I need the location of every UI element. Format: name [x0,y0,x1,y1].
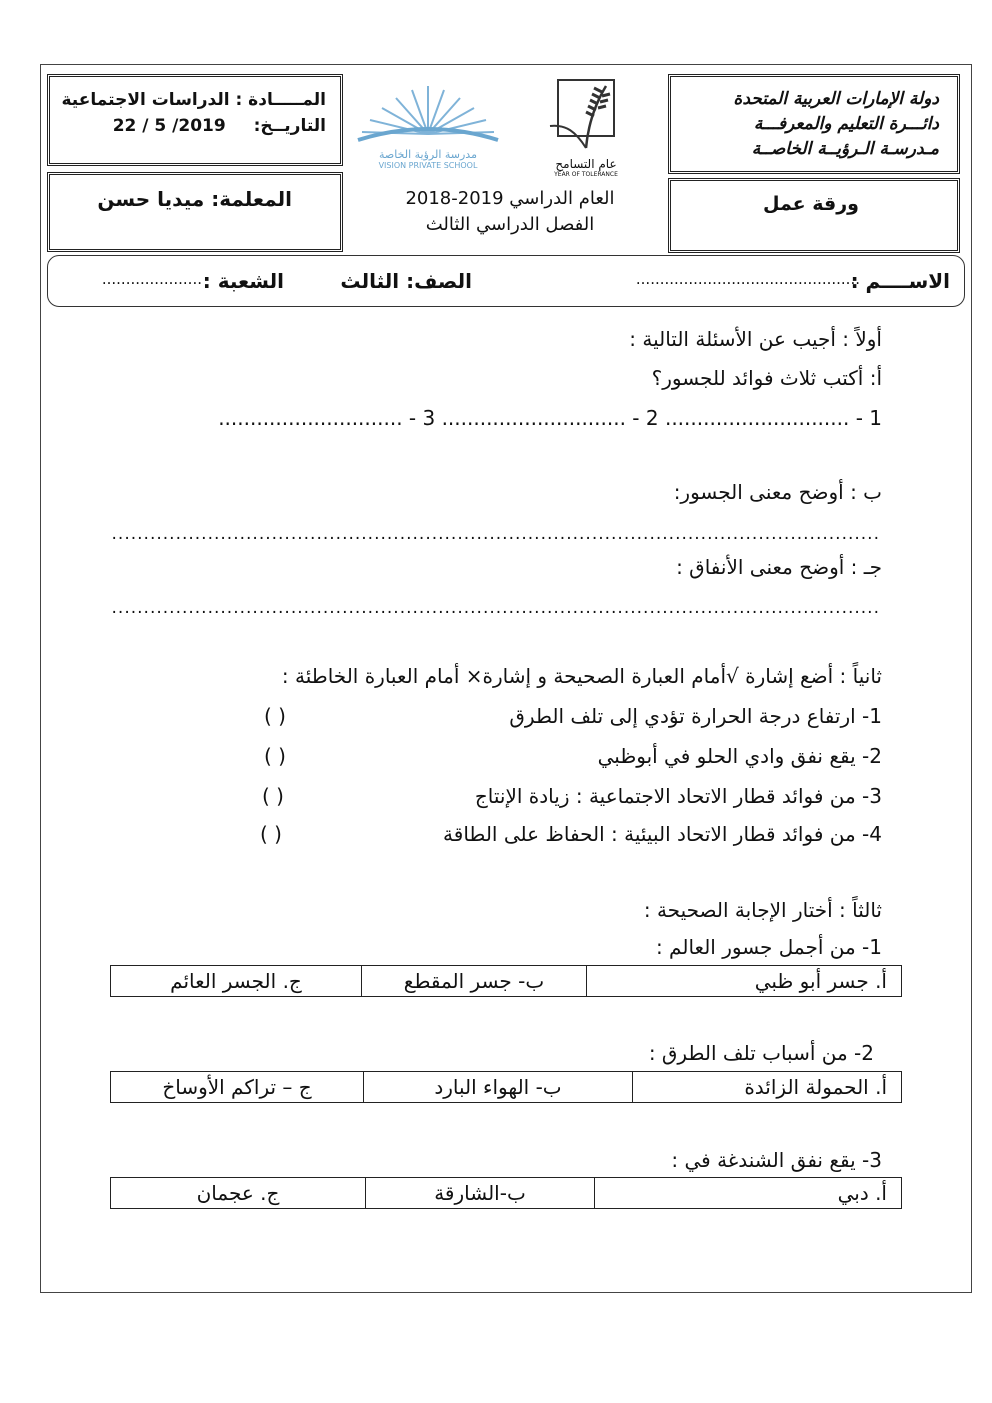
mcq-options-table [110,965,902,997]
header-school-box [668,74,960,174]
header-subject-box [47,74,343,166]
answer-c-line[interactable]: ........................................................................................................................ [111,598,880,618]
mcq-option[interactable]: أ. دبي [595,1178,902,1209]
section2-title: ثانياً : أضع إشارة √أمام العبارة الصحيحة و إشارة× أمام العبارة الخاطئة : [281,664,882,688]
logo-year-en: YEAR OF TOLERANCE [554,171,618,178]
class-label: الصف: الثالث [340,269,472,293]
academic-info [380,186,640,238]
mcq-option[interactable]: ج. عجمان [111,1178,366,1209]
name-field[interactable]: ............................................... [635,270,860,288]
header-department: دائـــرة التعليم والمعرفـــة [753,114,939,134]
date-label: التاريــخ: [253,116,326,136]
mcq-option[interactable]: ب- الهواء البارد [364,1072,633,1103]
tolerance-plant-icon [536,76,636,154]
answer-b-line[interactable]: ........................................................................................................................ [111,524,880,544]
tf-item: 1- ارتفاع درجة الحرارة تؤدي إلى تلف الطرق [509,704,882,728]
mcq-option[interactable]: أ. الحمولة الزائدة [633,1072,902,1103]
mcq-option[interactable]: ب- جسر المقطع [362,966,587,997]
section3-title: ثالثاً : أختار الإجابة الصحيحة : [643,898,882,922]
tf-answer-box[interactable]: ( ) [262,784,284,808]
sunburst-icon [348,82,508,144]
header-school: مـدرسـة الـرؤيــة الخاصــة [751,139,939,159]
tf-item: 4- من فوائد قطار الاتحاد البيئية : الحفاظ على الطاقة [443,822,882,846]
mcq-option[interactable]: ج. الجسر العائم [111,966,362,997]
mcq-option[interactable]: ب-الشارقة [366,1178,595,1209]
mcq-options-table [110,1071,902,1103]
mcq-question: 3- يقع نفق الشندغة في : [671,1148,882,1172]
mcq-options-table [110,1177,902,1209]
tf-item: 2- يقع نفق وادي الحلو في أبوظبي [597,744,882,768]
question-a: أ: أكتب ثلاث فوائد للجسور؟ [651,366,882,390]
header-state: دولة الإمارات العربية المتحدة [733,89,939,109]
student-info-box [47,255,965,307]
section-field[interactable]: ..................... [101,270,202,288]
worksheet-title: ورقة عمل [762,193,859,215]
mcq-question: 1- من أجمل جسور العالم : [655,935,882,959]
mcq-option[interactable]: ج – تراكم الأوساخ [111,1072,364,1103]
logo-school-ar: مدرسة الرؤية الخاصة [379,148,477,161]
year-of-tolerance-logo [536,76,636,178]
mcq-question: 2- من أسباب تلف الطرق : [648,1041,874,1065]
tf-answer-box[interactable]: ( ) [264,744,286,768]
answer-a-lines[interactable]: 1 - ............................. 2 - ............................. 3 - ............................. [218,406,882,430]
name-label: الاســــم : [850,269,950,293]
date-value: 22 / 5 /2019 [112,116,226,136]
section-label: الشعبة : [202,269,284,293]
vision-school-logo [348,82,508,168]
tf-item: 3- من فوائد قطار الاتحاد الاجتماعية : زيادة الإنتاج [474,784,882,808]
academic-term: الفصل الدراسي الثالث [425,214,595,235]
academic-year: العام الدراسي 2019-2018 [405,188,615,209]
teacher-box [47,172,343,252]
mcq-option[interactable]: أ. جسر أبو ظبي [587,966,902,997]
logo-school-en: VISION PRIVATE SCHOOL [378,161,478,170]
teacher-name: المعلمة: ميديا حسن [97,187,292,211]
date-row [50,113,326,139]
logo-year-ar: عام التسامح [555,157,617,171]
question-b: ب : أوضح معنى الجسور: [673,480,882,504]
section1-title: أولاً : أجيب عن الأسئلة التالية : [629,327,882,351]
subject-label: المـــــادة : الدراسات الاجتماعية [61,90,326,110]
question-c: جـ : أوضح معنى الأنفاق : [676,555,882,579]
worksheet-title-box [668,178,960,253]
tf-answer-box[interactable]: ( ) [260,822,282,846]
tf-answer-box[interactable]: ( ) [264,704,286,728]
